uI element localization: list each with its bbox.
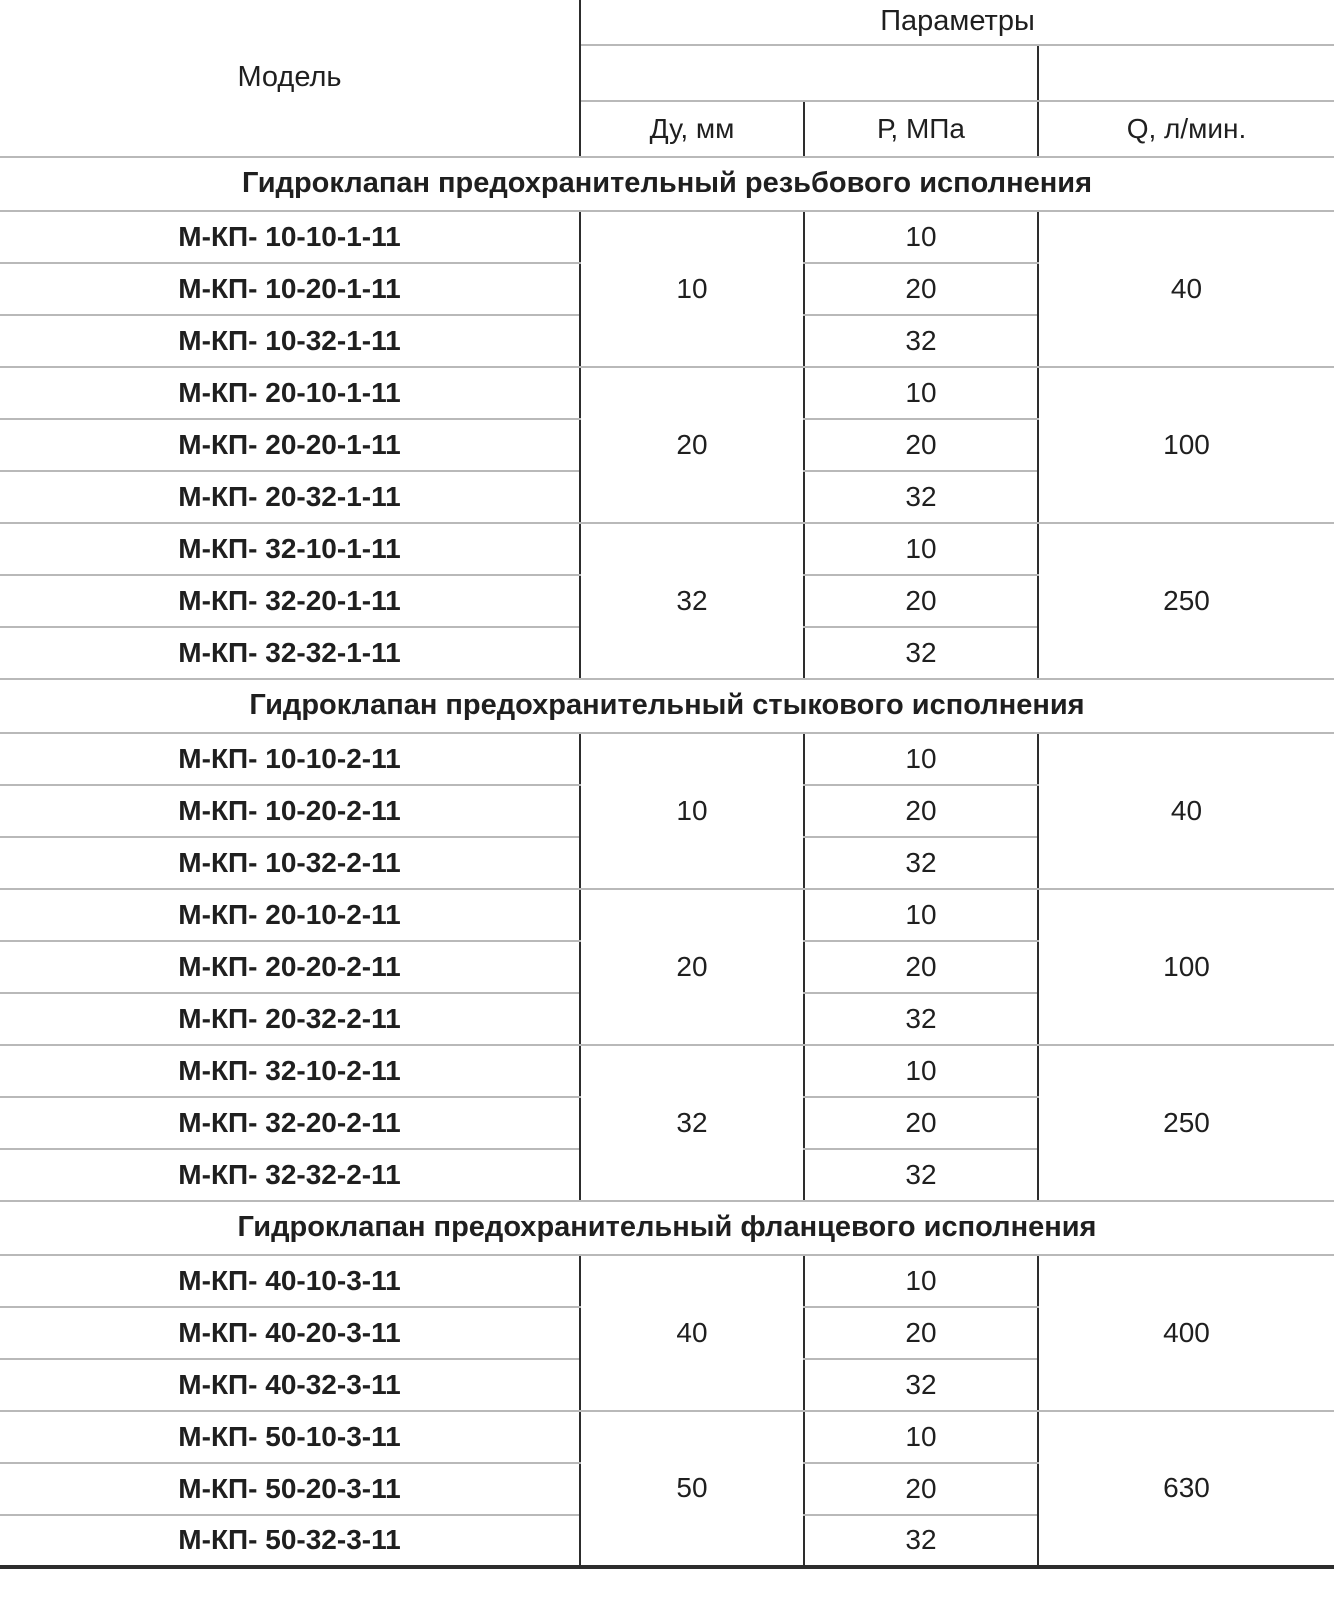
p-value-cell: 10 xyxy=(804,523,1038,575)
model-cell: М-КП- 32-10-2-11 xyxy=(0,1045,580,1097)
column-header-model: Модель xyxy=(0,0,580,157)
q-value-cell: 250 xyxy=(1038,523,1334,679)
section-title-butt: Гидроклапан предохранительный стыкового исполнения xyxy=(0,679,1334,733)
model-cell: М-КП- 32-20-2-11 xyxy=(0,1097,580,1149)
q-value-cell: 400 xyxy=(1038,1255,1334,1411)
model-cell: М-КП- 20-10-2-11 xyxy=(0,889,580,941)
model-cell: М-КП- 32-32-2-11 xyxy=(0,1149,580,1201)
du-value-cell: 10 xyxy=(580,211,804,367)
model-cell: М-КП- 32-10-1-11 xyxy=(0,523,580,575)
q-value-cell: 40 xyxy=(1038,211,1334,367)
header-spacer-cell xyxy=(1038,45,1334,101)
p-value-cell: 10 xyxy=(804,1045,1038,1097)
p-value-cell: 32 xyxy=(804,993,1038,1045)
model-cell: М-КП- 10-20-2-11 xyxy=(0,785,580,837)
p-value-cell: 32 xyxy=(804,837,1038,889)
table-row xyxy=(0,367,1334,419)
p-value-cell: 32 xyxy=(804,627,1038,679)
p-value-cell: 10 xyxy=(804,211,1038,263)
column-header-params: Параметры xyxy=(580,0,1334,45)
p-value-cell: 10 xyxy=(804,1255,1038,1307)
model-cell: М-КП- 32-32-1-11 xyxy=(0,627,580,679)
table-row xyxy=(0,889,1334,941)
model-cell: М-КП- 10-20-1-11 xyxy=(0,263,580,315)
table-row xyxy=(0,523,1334,575)
p-value-cell: 10 xyxy=(804,889,1038,941)
p-value-cell: 20 xyxy=(804,1463,1038,1515)
du-value-cell: 20 xyxy=(580,889,804,1045)
model-cell: М-КП- 20-20-2-11 xyxy=(0,941,580,993)
table-row xyxy=(0,211,1334,263)
p-value-cell: 20 xyxy=(804,575,1038,627)
p-value-cell: 20 xyxy=(804,263,1038,315)
p-value-cell: 20 xyxy=(804,419,1038,471)
model-cell: М-КП- 20-32-1-11 xyxy=(0,471,580,523)
model-cell: М-КП- 10-10-2-11 xyxy=(0,733,580,785)
model-cell: М-КП- 50-20-3-11 xyxy=(0,1463,580,1515)
header-spacer-cell xyxy=(580,45,1038,101)
section-title-threaded: Гидроклапан предохранительный резьбового исполнения xyxy=(0,157,1334,211)
p-value-cell: 20 xyxy=(804,1307,1038,1359)
du-value-cell: 32 xyxy=(580,1045,804,1201)
p-value-cell: 32 xyxy=(804,315,1038,367)
column-header-du: Ду, мм xyxy=(580,101,804,157)
model-cell: М-КП- 10-32-2-11 xyxy=(0,837,580,889)
q-value-cell: 40 xyxy=(1038,733,1334,889)
model-cell: М-КП- 50-10-3-11 xyxy=(0,1411,580,1463)
p-value-cell: 32 xyxy=(804,1515,1038,1567)
p-value-cell: 20 xyxy=(804,1097,1038,1149)
p-value-cell: 10 xyxy=(804,733,1038,785)
table-row xyxy=(0,1255,1334,1307)
p-value-cell: 20 xyxy=(804,941,1038,993)
column-header-q: Q, л/мин. xyxy=(1038,101,1334,157)
model-cell: М-КП- 20-20-1-11 xyxy=(0,419,580,471)
header-row-params xyxy=(0,0,1334,45)
du-value-cell: 40 xyxy=(580,1255,804,1411)
p-value-cell: 32 xyxy=(804,1359,1038,1411)
table-row xyxy=(0,1045,1334,1097)
model-cell: М-КП- 10-10-1-11 xyxy=(0,211,580,263)
p-value-cell: 20 xyxy=(804,785,1038,837)
p-value-cell: 10 xyxy=(804,1411,1038,1463)
p-value-cell: 10 xyxy=(804,367,1038,419)
du-value-cell: 50 xyxy=(580,1411,804,1567)
du-value-cell: 20 xyxy=(580,367,804,523)
model-cell: М-КП- 10-32-1-11 xyxy=(0,315,580,367)
q-value-cell: 100 xyxy=(1038,367,1334,523)
q-value-cell: 100 xyxy=(1038,889,1334,1045)
q-value-cell: 630 xyxy=(1038,1411,1334,1567)
table-row xyxy=(0,1411,1334,1463)
model-cell: М-КП- 40-20-3-11 xyxy=(0,1307,580,1359)
model-cell: М-КП- 20-32-2-11 xyxy=(0,993,580,1045)
du-value-cell: 32 xyxy=(580,523,804,679)
p-value-cell: 32 xyxy=(804,1149,1038,1201)
section-title-row xyxy=(0,1201,1334,1255)
section-title-row xyxy=(0,679,1334,733)
table-row xyxy=(0,733,1334,785)
section-title-row xyxy=(0,157,1334,211)
model-cell: М-КП- 32-20-1-11 xyxy=(0,575,580,627)
p-value-cell: 32 xyxy=(804,471,1038,523)
model-cell: М-КП- 40-10-3-11 xyxy=(0,1255,580,1307)
model-cell: М-КП- 50-32-3-11 xyxy=(0,1515,580,1567)
section-title-flanged: Гидроклапан предохранительный фланцевого исполнения xyxy=(0,1201,1334,1255)
q-value-cell: 250 xyxy=(1038,1045,1334,1201)
column-header-p: Р, МПа xyxy=(804,101,1038,157)
model-cell: М-КП- 40-32-3-11 xyxy=(0,1359,580,1411)
du-value-cell: 10 xyxy=(580,733,804,889)
model-cell: М-КП- 20-10-1-11 xyxy=(0,367,580,419)
